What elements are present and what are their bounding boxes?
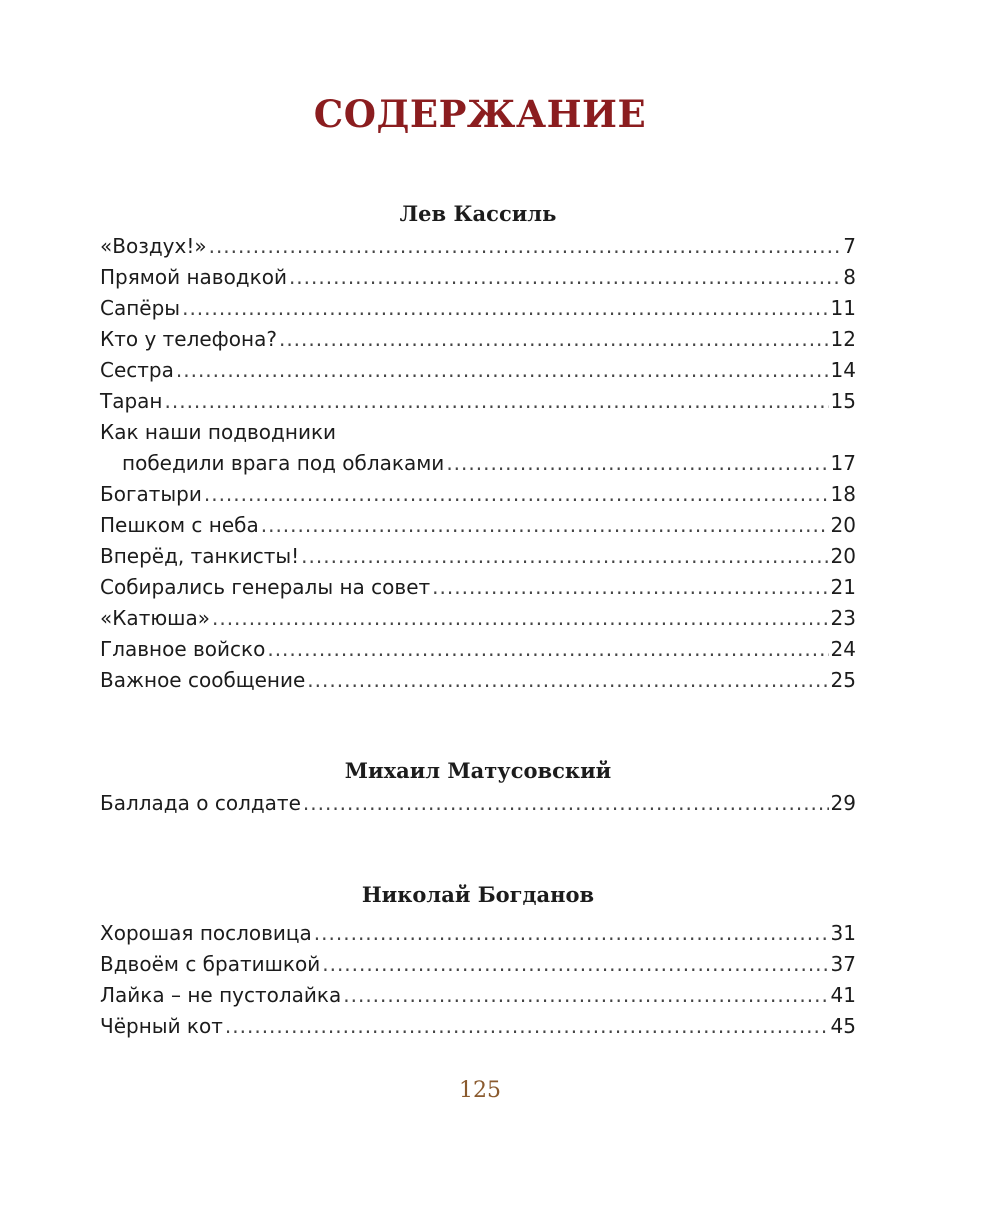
entry-title: Таран <box>100 389 163 413</box>
entry-page: 12 <box>830 327 856 351</box>
toc-entry[interactable] <box>100 541 856 572</box>
toc-entry[interactable] <box>100 293 856 324</box>
entry-title: Лайка – не пустолайка <box>100 983 342 1007</box>
toc-entry[interactable] <box>100 572 856 603</box>
entry-page: 45 <box>830 1014 856 1038</box>
leader-dots <box>303 788 829 819</box>
toc-entry[interactable] <box>100 324 856 355</box>
entry-page: 18 <box>830 482 856 506</box>
toc-entry[interactable] <box>100 386 856 417</box>
toc-entry[interactable] <box>100 1011 856 1042</box>
leader-dots <box>209 231 842 262</box>
entry-page: 15 <box>830 389 856 413</box>
leader-dots <box>176 355 829 386</box>
entry-title-line2: победили врага под облаками <box>122 451 445 475</box>
entry-page: 17 <box>830 451 856 475</box>
toc-list <box>100 788 856 819</box>
leader-dots <box>432 572 828 603</box>
toc-entry[interactable] <box>100 417 856 479</box>
entry-page: 21 <box>830 575 856 599</box>
page-number: 125 <box>459 1078 501 1103</box>
toc-section-kassil <box>100 197 856 696</box>
entry-title: Сапёры <box>100 296 181 320</box>
entry-title: Главное войско <box>100 637 266 661</box>
leader-dots <box>322 949 828 980</box>
entry-second-line <box>100 448 856 479</box>
leader-dots <box>446 448 828 479</box>
toc-entry[interactable] <box>100 949 856 980</box>
toc-entry[interactable] <box>100 355 856 386</box>
leader-dots <box>307 665 828 696</box>
entry-title: Богатыри <box>100 482 202 506</box>
toc-entry[interactable] <box>100 665 856 696</box>
entry-page: 41 <box>830 983 856 1007</box>
toc-list <box>100 231 856 696</box>
leader-dots <box>261 510 829 541</box>
leader-dots <box>204 479 829 510</box>
entry-title: Хорошая пословица <box>100 921 312 945</box>
toc-entry[interactable] <box>100 918 856 949</box>
entry-title: Прямой наводкой <box>100 265 287 289</box>
toc-entry[interactable] <box>100 603 856 634</box>
leader-dots <box>301 541 828 572</box>
entry-page: 11 <box>830 296 856 320</box>
leader-dots <box>343 980 828 1011</box>
entry-page: 25 <box>830 668 856 692</box>
leader-dots <box>165 386 829 417</box>
toc-entry[interactable] <box>100 231 856 262</box>
leader-dots <box>225 1011 829 1042</box>
entry-title: Баллада о солдате <box>100 791 301 815</box>
toc-section-matusovsky <box>100 754 856 819</box>
leader-dots <box>289 262 841 293</box>
entry-page: 23 <box>830 606 856 630</box>
leader-dots <box>267 634 828 665</box>
entry-page: 14 <box>830 358 856 382</box>
leader-dots <box>314 918 829 949</box>
toc-list <box>100 918 856 1042</box>
toc-entry[interactable] <box>100 980 856 1011</box>
entry-title: Важное сообщение <box>100 668 306 692</box>
entry-title: Собирались генералы на совет <box>100 575 431 599</box>
toc-section-bogdanov <box>100 878 856 1042</box>
entry-title: Вперёд, танкисты! <box>100 544 300 568</box>
entry-page: 37 <box>830 952 856 976</box>
toc-entry[interactable] <box>100 510 856 541</box>
entry-title: «Катюша» <box>100 606 210 630</box>
entry-page: 29 <box>830 791 856 815</box>
entry-title: Пешком с неба <box>100 513 259 537</box>
toc-entry[interactable] <box>100 634 856 665</box>
leader-dots <box>212 603 829 634</box>
toc-entry[interactable] <box>100 479 856 510</box>
section-author: Лев Кассиль <box>399 201 557 226</box>
entry-page: 31 <box>830 921 856 945</box>
entry-page: 7 <box>843 234 856 258</box>
leader-dots <box>182 293 828 324</box>
leader-dots <box>279 324 829 355</box>
entry-title-line1: Как наши подводники <box>100 420 337 444</box>
entry-page: 20 <box>830 513 856 537</box>
entry-page: 20 <box>830 544 856 568</box>
entry-title: «Воздух!» <box>100 234 207 258</box>
entry-title: Чёрный кот <box>100 1014 223 1038</box>
entry-title: Сестра <box>100 358 174 382</box>
toc-entry[interactable] <box>100 788 856 819</box>
entry-page: 8 <box>843 265 856 289</box>
entry-page: 24 <box>830 637 856 661</box>
page-title: СОДЕРЖАНИЕ <box>313 92 647 136</box>
section-author: Николай Богданов <box>361 882 595 907</box>
entry-title: Кто у телефона? <box>100 327 277 351</box>
entry-title: Вдвоём с братишкой <box>100 952 321 976</box>
toc-entry[interactable] <box>100 262 856 293</box>
section-author: Михаил Матусовский <box>344 758 612 783</box>
